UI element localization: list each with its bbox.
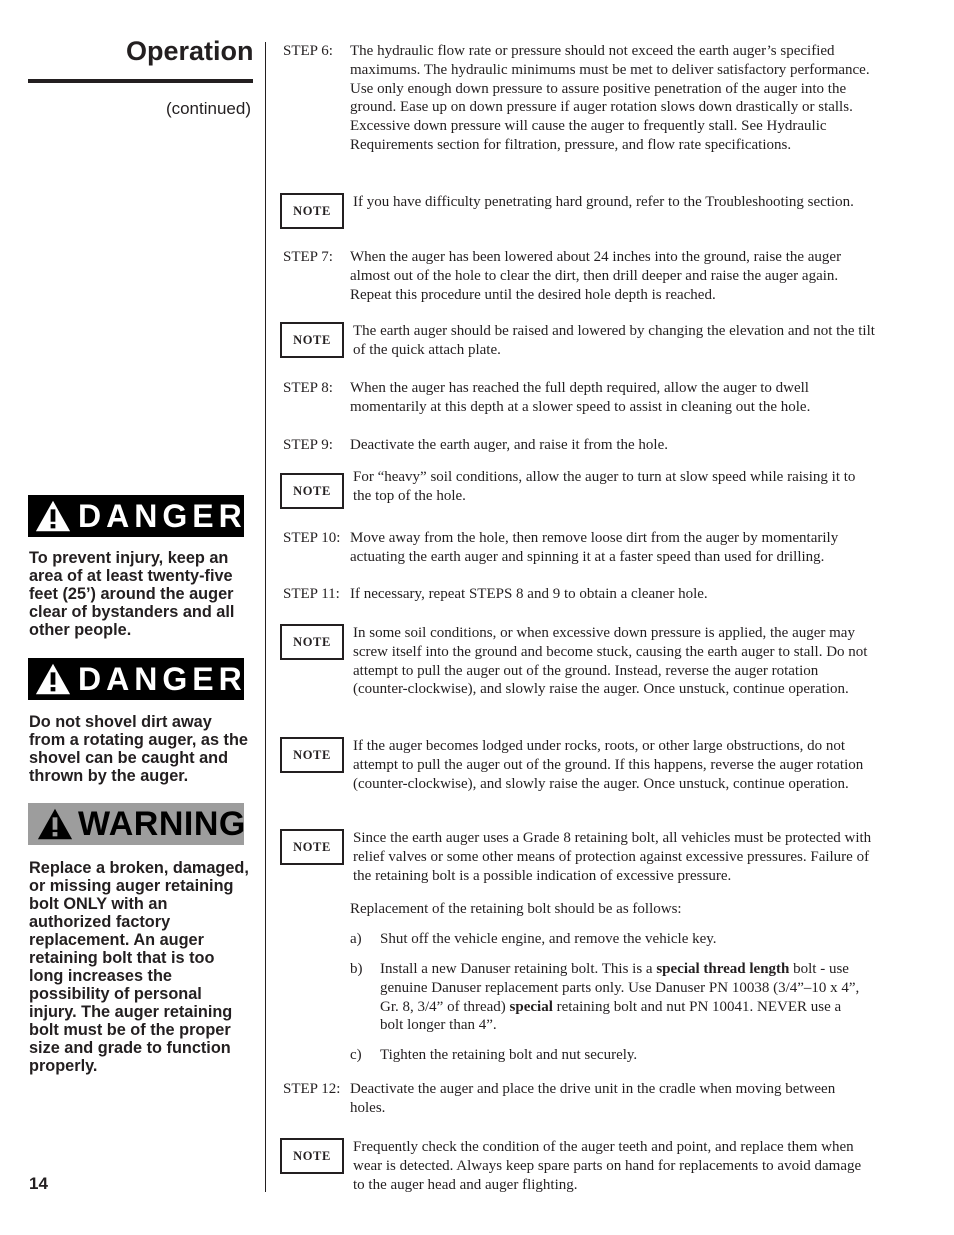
substep-text: Install a new Danuser retaining bolt. This is a special thread length bolt - use genuine Danuser replacement parts only. Use Danuser PN 10038 (3/4”–10 x 4”, Gr. 8, 3/4” of thread) special retaining bolt and nut PN 10041. NEVER use a bolt longer than 4”. [380, 961, 860, 1034]
step-text: When the auger has been lowered about 24 inches into the ground, raise the auger almost out of the hole to clear the dirt, then drill deeper and raise the auger again. Repeat this procedure until the desired hole depth is reached. [350, 249, 842, 303]
step-text: Deactivate the earth auger, and raise it from the hole. [350, 437, 669, 453]
note-4 [280, 624, 876, 699]
step-11 [283, 585, 873, 604]
step-label: STEP 7: [283, 249, 333, 265]
step-7 [283, 248, 873, 304]
step-text: If necessary, repeat STEPS 8 and 9 to obtain a cleaner hole. [350, 586, 708, 602]
note-2 [280, 322, 876, 360]
danger-message-1: To prevent injury, keep an area of at least twenty-five feet (25’) around the auger clear of bystanders and all other people. [29, 549, 235, 639]
emphasis: special [509, 998, 553, 1015]
note-badge: NOTE [280, 737, 344, 773]
warning-word: WARNING [78, 805, 246, 843]
warning-triangle-icon [34, 661, 72, 697]
note-5 [280, 737, 876, 793]
note-text: If the auger becomes lodged under rocks, roots, or other large obstructions, do not attempt to pull the auger out of the ground. If this happens, reverse the auger rotation (counter-clockwise), and slowly raise the auger. Once unstuck, continue operation. [353, 738, 864, 792]
note-text: In some soil conditions, or when excessive down pressure is applied, the auger may screw itself into the ground and become stuck, causing the earth auger to stall. Do not attempt to pull the auger out of the ground. Instead, reverse the auger rotation (counter-clockwise), and slowly raise the auger. Once unstuck, continue operation. [353, 625, 868, 698]
step-text: Move away from the hole, then remove loose dirt from the auger by momentarily actuating the earth auger and spinning it at a faster speed than used for drilling. [350, 530, 839, 565]
warning-message: Replace a broken, damaged, or missing auger retaining bolt ONLY with an authorized factory replacement. An auger retaining bolt that is too long increases the possibility of personal injury. The auger retaining bolt must be of the proper size and grade to function properly. [29, 859, 249, 1075]
note-badge: NOTE [280, 1138, 344, 1174]
note-badge: NOTE [280, 829, 344, 865]
substep-text: Tighten the retaining bolt and nut securely. [380, 1047, 638, 1063]
note-text: Frequently check the condition of the auger teeth and point, and replace them when wear is detected. Always keep spare parts on hand for replacements to avoid damage to the auger head and auger flighting. [353, 1139, 862, 1193]
danger-word: DANGER [78, 498, 247, 534]
replacement-step-a [350, 930, 870, 949]
note-text: Since the earth auger uses a Grade 8 retaining bolt, all vehicles must be protected with relief valves or some other means of protection against excessive pressures. Failure of the retaining bolt is a possible indication of excessive pressure. [353, 830, 872, 884]
step-6 [283, 42, 873, 155]
page-number: 14 [29, 1174, 48, 1193]
substep-label: a) [350, 931, 362, 947]
note-badge: NOTE [280, 322, 344, 358]
warning-triangle-icon [36, 806, 74, 842]
emphasis: special thread length [656, 961, 790, 977]
substep-text: Shut off the vehicle engine, and remove the vehicle key. [380, 931, 717, 947]
danger-sign [28, 658, 247, 700]
step-label: STEP 10: [283, 530, 341, 546]
page-title: Operation [126, 36, 254, 66]
note-badge: NOTE [280, 193, 344, 229]
danger-message-2: Do not shovel dirt away from a rotating auger, as the shovel can be caught and thrown by the auger. [29, 713, 248, 785]
step-8 [283, 379, 873, 417]
note-1 [280, 193, 876, 218]
note-badge: NOTE [280, 473, 344, 509]
note-text: The earth auger should be raised and lowered by changing the elevation and not the tilt of the quick attach plate. [353, 323, 875, 358]
note-7 [280, 1138, 876, 1194]
step-12 [283, 1080, 873, 1118]
substep-label: b) [350, 961, 363, 977]
note-text: If you have difficulty penetrating hard ground, refer to the Troubleshooting section. [353, 194, 854, 210]
step-label: STEP 11: [283, 586, 340, 602]
column-divider [265, 42, 266, 1192]
danger-sign [28, 495, 247, 537]
substep-label: c) [350, 1047, 362, 1063]
step-label: STEP 6: [283, 43, 333, 59]
step-text: Deactivate the auger and place the drive unit in the cradle when moving between holes. [350, 1081, 836, 1116]
step-text: The hydraulic flow rate or pressure should not exceed the earth auger’s specified maximums. The hydraulic minimums must be met to deliver satisfactory performance. Use only enough down pressure to assure positive penetration of the auger into the ground. Ease up on down pressure if auger rotation slows down drastically or stalls. Excessive down pressure will cause the auger to frequently stall. See Hydraulic Requirements section for filtration, pressure, and flow rate specifications. [350, 43, 870, 153]
warning-triangle-icon [34, 498, 72, 534]
note-6 [280, 829, 876, 885]
danger-word: DANGER [78, 661, 247, 697]
replacement-intro: Replacement of the retaining bolt should be as follows: [350, 901, 682, 917]
step-label: STEP 12: [283, 1081, 341, 1097]
note-text: For “heavy” soil conditions, allow the auger to turn at slow speed while raising it to the top of the hole. [353, 469, 856, 504]
replacement-step-c [350, 1046, 870, 1065]
step-label: STEP 8: [283, 380, 333, 396]
note-3 [280, 468, 876, 506]
step-label: STEP 9: [283, 437, 333, 453]
step-9 [283, 436, 873, 455]
title-rule [28, 79, 253, 83]
continued-label: (continued) [165, 99, 251, 118]
note-badge: NOTE [280, 624, 344, 660]
replacement-step-b [350, 960, 860, 1035]
warning-sign [28, 803, 244, 845]
step-10 [283, 529, 873, 567]
step-text: When the auger has reached the full depth required, allow the auger to dwell momentarily at this depth at a slower speed to assist in cleaning out the hole. [350, 380, 811, 415]
